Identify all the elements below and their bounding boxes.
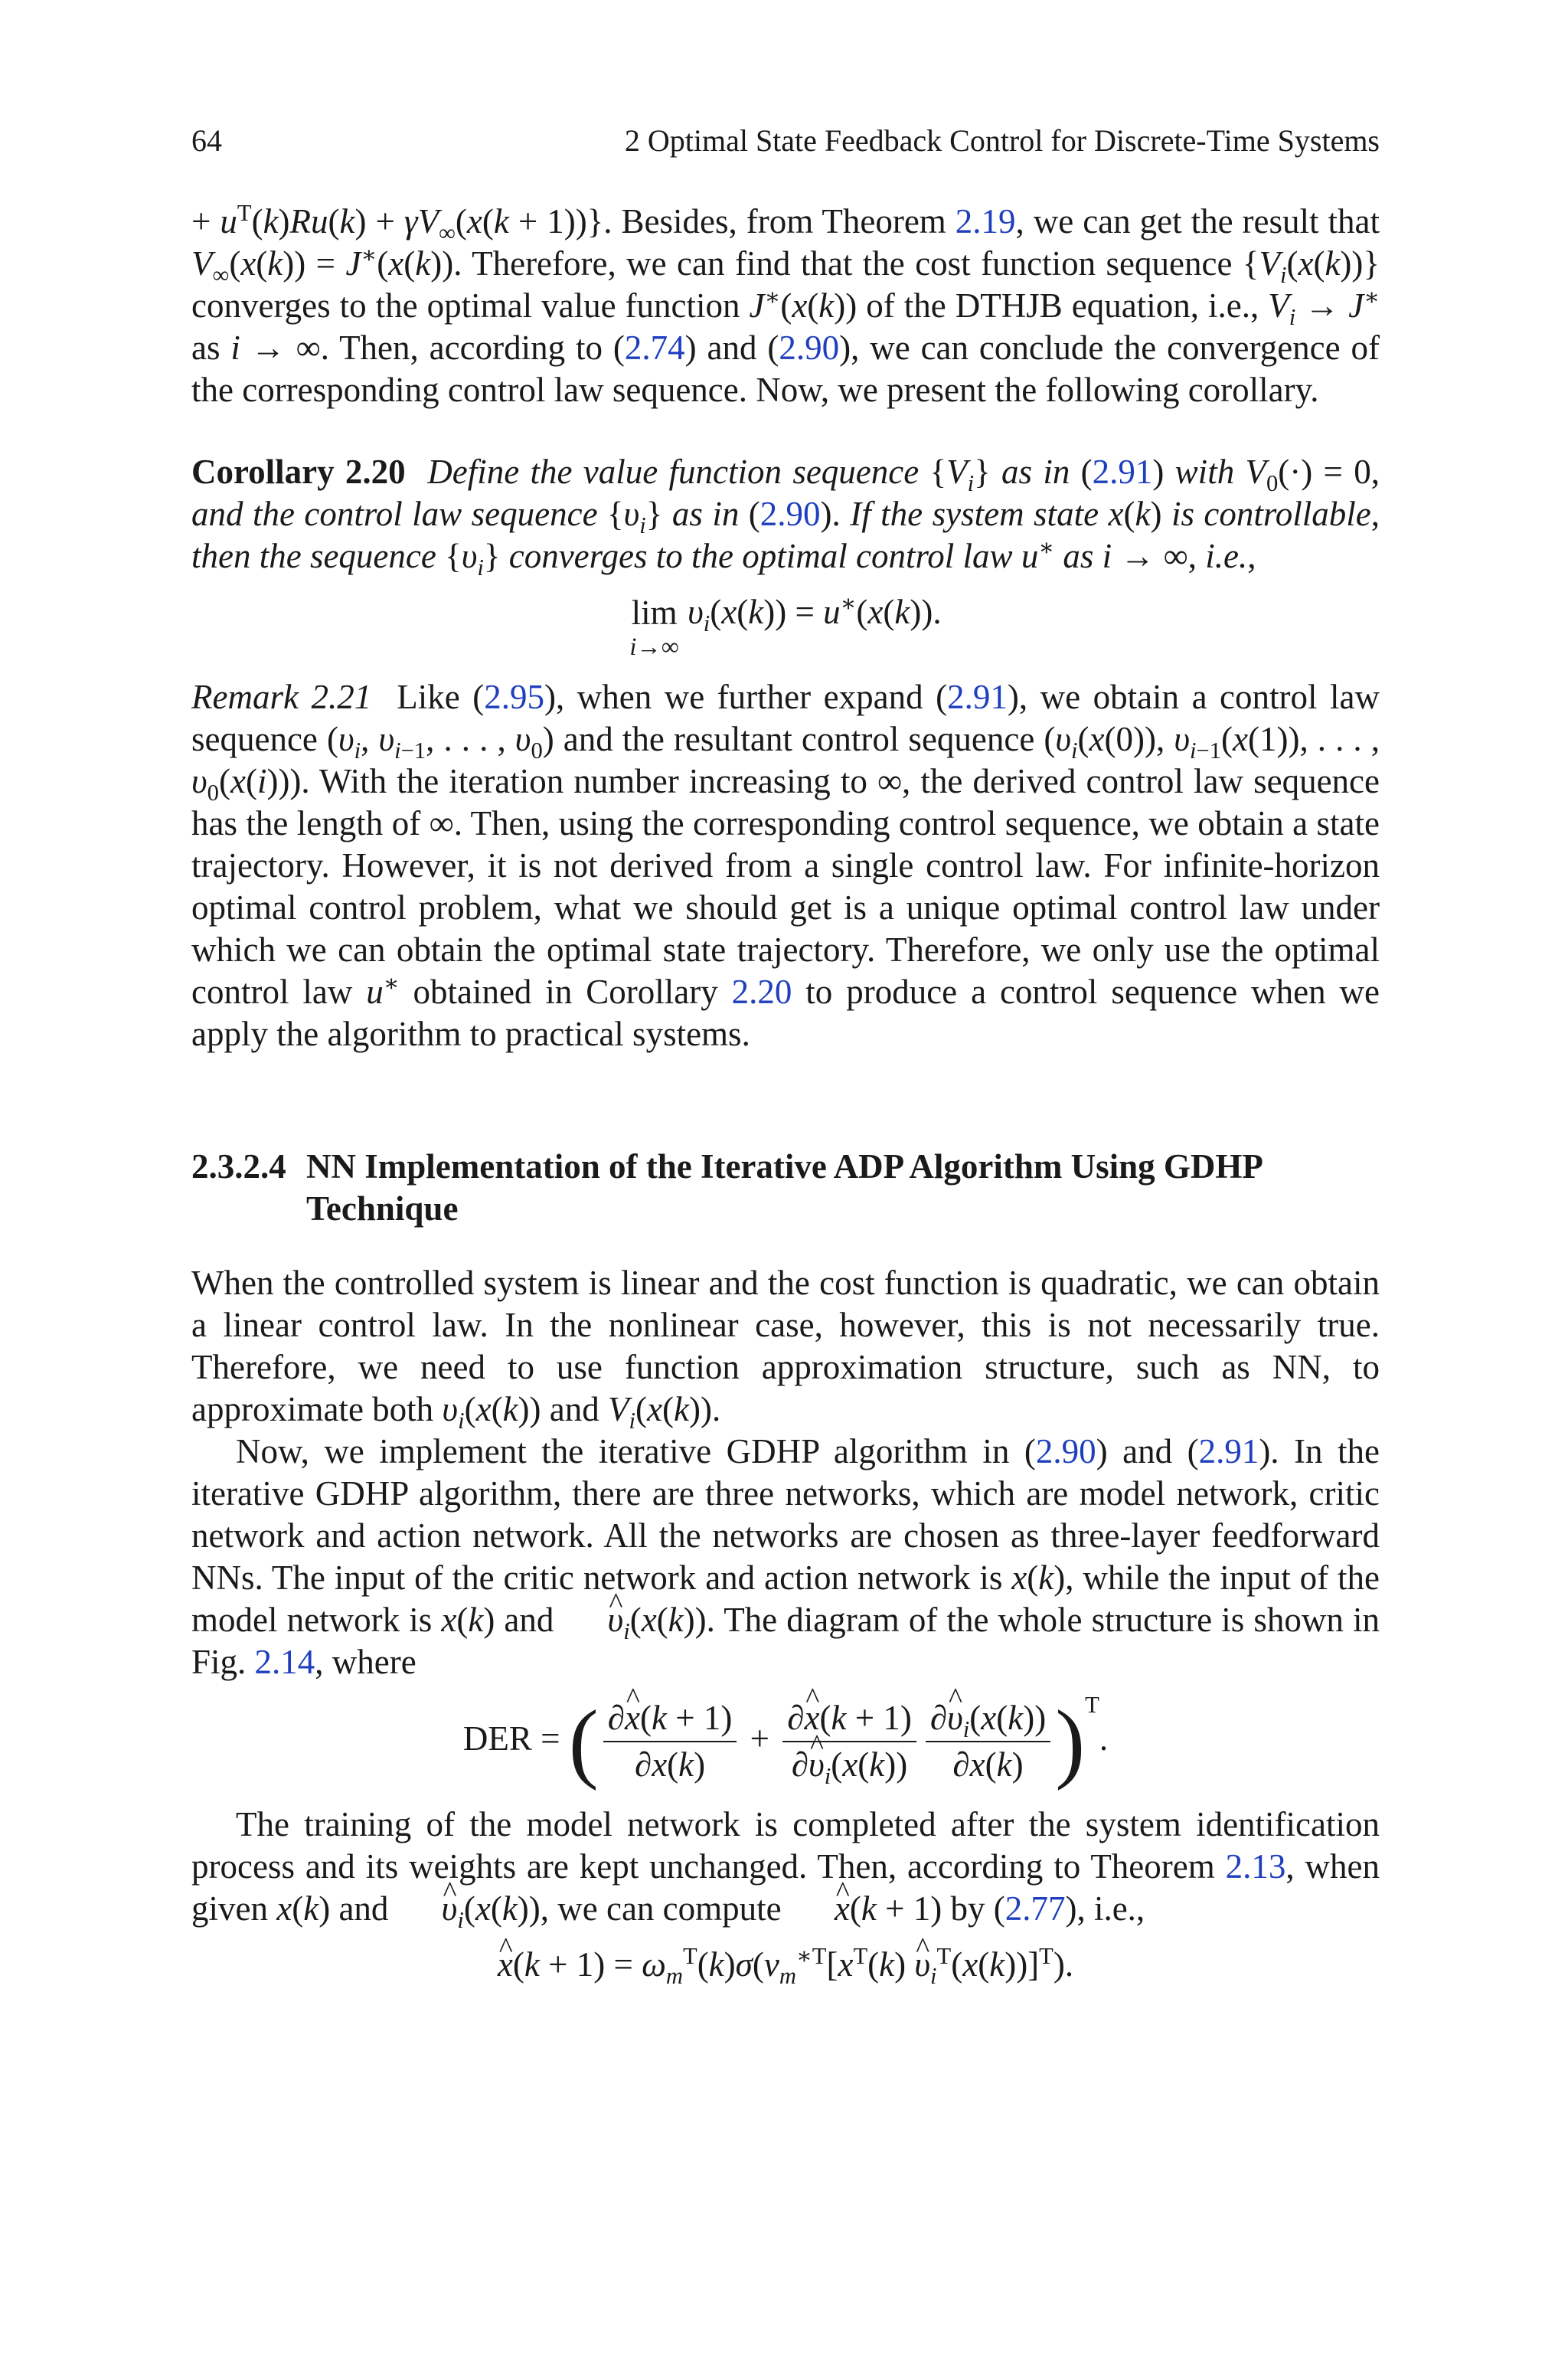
running-title: 2 Optimal State Feedback Control for Discrete-Time Systems (624, 123, 1380, 158)
equation-link[interactable]: 2.95 (484, 677, 544, 716)
equation-link[interactable]: 2.91 (947, 677, 1008, 716)
remark-label: Remark 2.21 (191, 677, 372, 716)
equation-link[interactable]: 2.90 (1035, 1431, 1096, 1470)
equation-link[interactable]: 2.91 (1092, 453, 1153, 491)
equation-link[interactable]: 2.77 (1004, 1889, 1066, 1928)
theorem-link[interactable]: 2.19 (955, 202, 1016, 240)
corollary-link[interactable]: 2.20 (731, 972, 792, 1011)
paragraph: The training of the model network is completed after the system identification process and its weights are kept unchanged. Then, according to Theorem 2.13, when given x(k) and ^ $\upsilon_i(x(k))$, we can compute ^ x(k + 1) by (2.77), i.e., (191, 1804, 1380, 1930)
equation-link[interactable]: 2.90 (760, 495, 821, 533)
section-heading (191, 1146, 1380, 1230)
figure-link[interactable]: 2.14 (254, 1642, 315, 1681)
page-body (191, 201, 1380, 2003)
section-title: NN Implementation of the Iterative ADP Algorithm Using GDHP Technique (306, 1146, 1262, 1228)
equation-der: DER = ( $\frac{\partial\^{} x(k + 1)}{\partial x(k)}$ + $\frac{\partial\^{} x(k + 1)}{\partial\^{} \upsilon_i(x(k))}$ $\frac{\partial\^{} \upsilon_i(x(k))}{\partial x(k)}$ )$^T$. (191, 1697, 1380, 1787)
corollary-label: Corollary 2.20 (191, 453, 406, 491)
equation-link[interactable]: 2.90 (779, 329, 840, 367)
section-number: 2.3.2.4 (191, 1146, 286, 1186)
equation-link[interactable]: 2.74 (624, 329, 685, 367)
corollary: Corollary 2.20 Define the value function sequence $\{V_i\}$ as in (2.91) with $V_0(\cdot) = 0$, and the control law sequence $\{\upsilon_i\}$ as in (2.90). If the system state x(k) is controllable, then the sequence $\{\upsilon_i\}$ converges to the optimal control law u∗ as i → ∞, i.e., (191, 453, 1380, 581)
paragraph: When the controlled system is linear and the cost function is quadratic, we can obtain a linear control law. In the nonlinear case, however, this is not necessarily true. Therefore, we need to use function approximation structure, such as NN, to approximate both $\upsilon_i(x(k))$ and $V_i(x(k))$. (191, 1263, 1380, 1434)
paragraph-continuation: + $u^T(k)Ru(k) + \gamma V_\infty(x(k + 1))$}. Besides, from Theorem 2.19, we can get the result that $V_\infty(x(k)) = J^∗(x(k))$. Therefore, we can find that the cost function sequence $\{V_i(x(k))\}$ converges to the optimal value function J∗(x(k)) of the DTHJB equation, i.e., $V_i \to J^∗$ as i → ∞. Then, according to (2.74) and (2.90), we can conclude the convergence of the corresponding control law sequence. Now, we present the following corollary. (191, 200, 1380, 409)
equation-model: ^ $x(k + 1) = \omega_m^T(k)\sigma(\nu_m^{∗T}[x^T(k)$ ^ $\upsilon_i^T(x(k))]^T$). (191, 1944, 1380, 1986)
page-number: 64 (191, 123, 222, 158)
theorem-link[interactable]: 2.13 (1225, 1846, 1286, 1886)
equation-limit: lim i→∞ $\upsilon_i(x(k)) = u^∗(x(k))$. (629, 590, 942, 661)
equation-link[interactable]: 2.91 (1198, 1431, 1259, 1470)
paragraph: Now, we implement the iterative GDHP algorithm in (2.90) and (2.91). In the iterative GDHP algorithm, there are three networks, which are model network, critic network and action network. All the networks are chosen as three-layer feedforward NNs. The input of the critic network and action network is x(k), while the input of the model network is x(k) and ^ $\upsilon_i(x(k))$. The diagram of the whole structure is shown in Fig. 2.14, where (191, 1431, 1380, 1683)
remark: Remark 2.21 Like (2.95), when we further expand (2.91), we obtain a control law sequence ($\upsilon_i$, $\upsilon_{i-1}$, . . . , $\upsilon_0$) and the resultant control sequence ($\upsilon_i(x(0))$, $\upsilon_{i-1}(x(1))$, . . . , $\upsilon_0(x(i))$). With the iteration number increasing to ∞, the derived control law sequence has the length of ∞. Then, using the corresponding control sequence, we obtain a state trajectory. However, it is not derived from a single control law. For infinite-horizon optimal control problem, what we should get is a unique optimal control law under which we can obtain the optimal state trajectory. Therefore, we only use the optimal control law u∗ obtained in Corollary 2.20 to produce a control sequence when we apply the algorithm to practical systems. (191, 677, 1380, 1053)
